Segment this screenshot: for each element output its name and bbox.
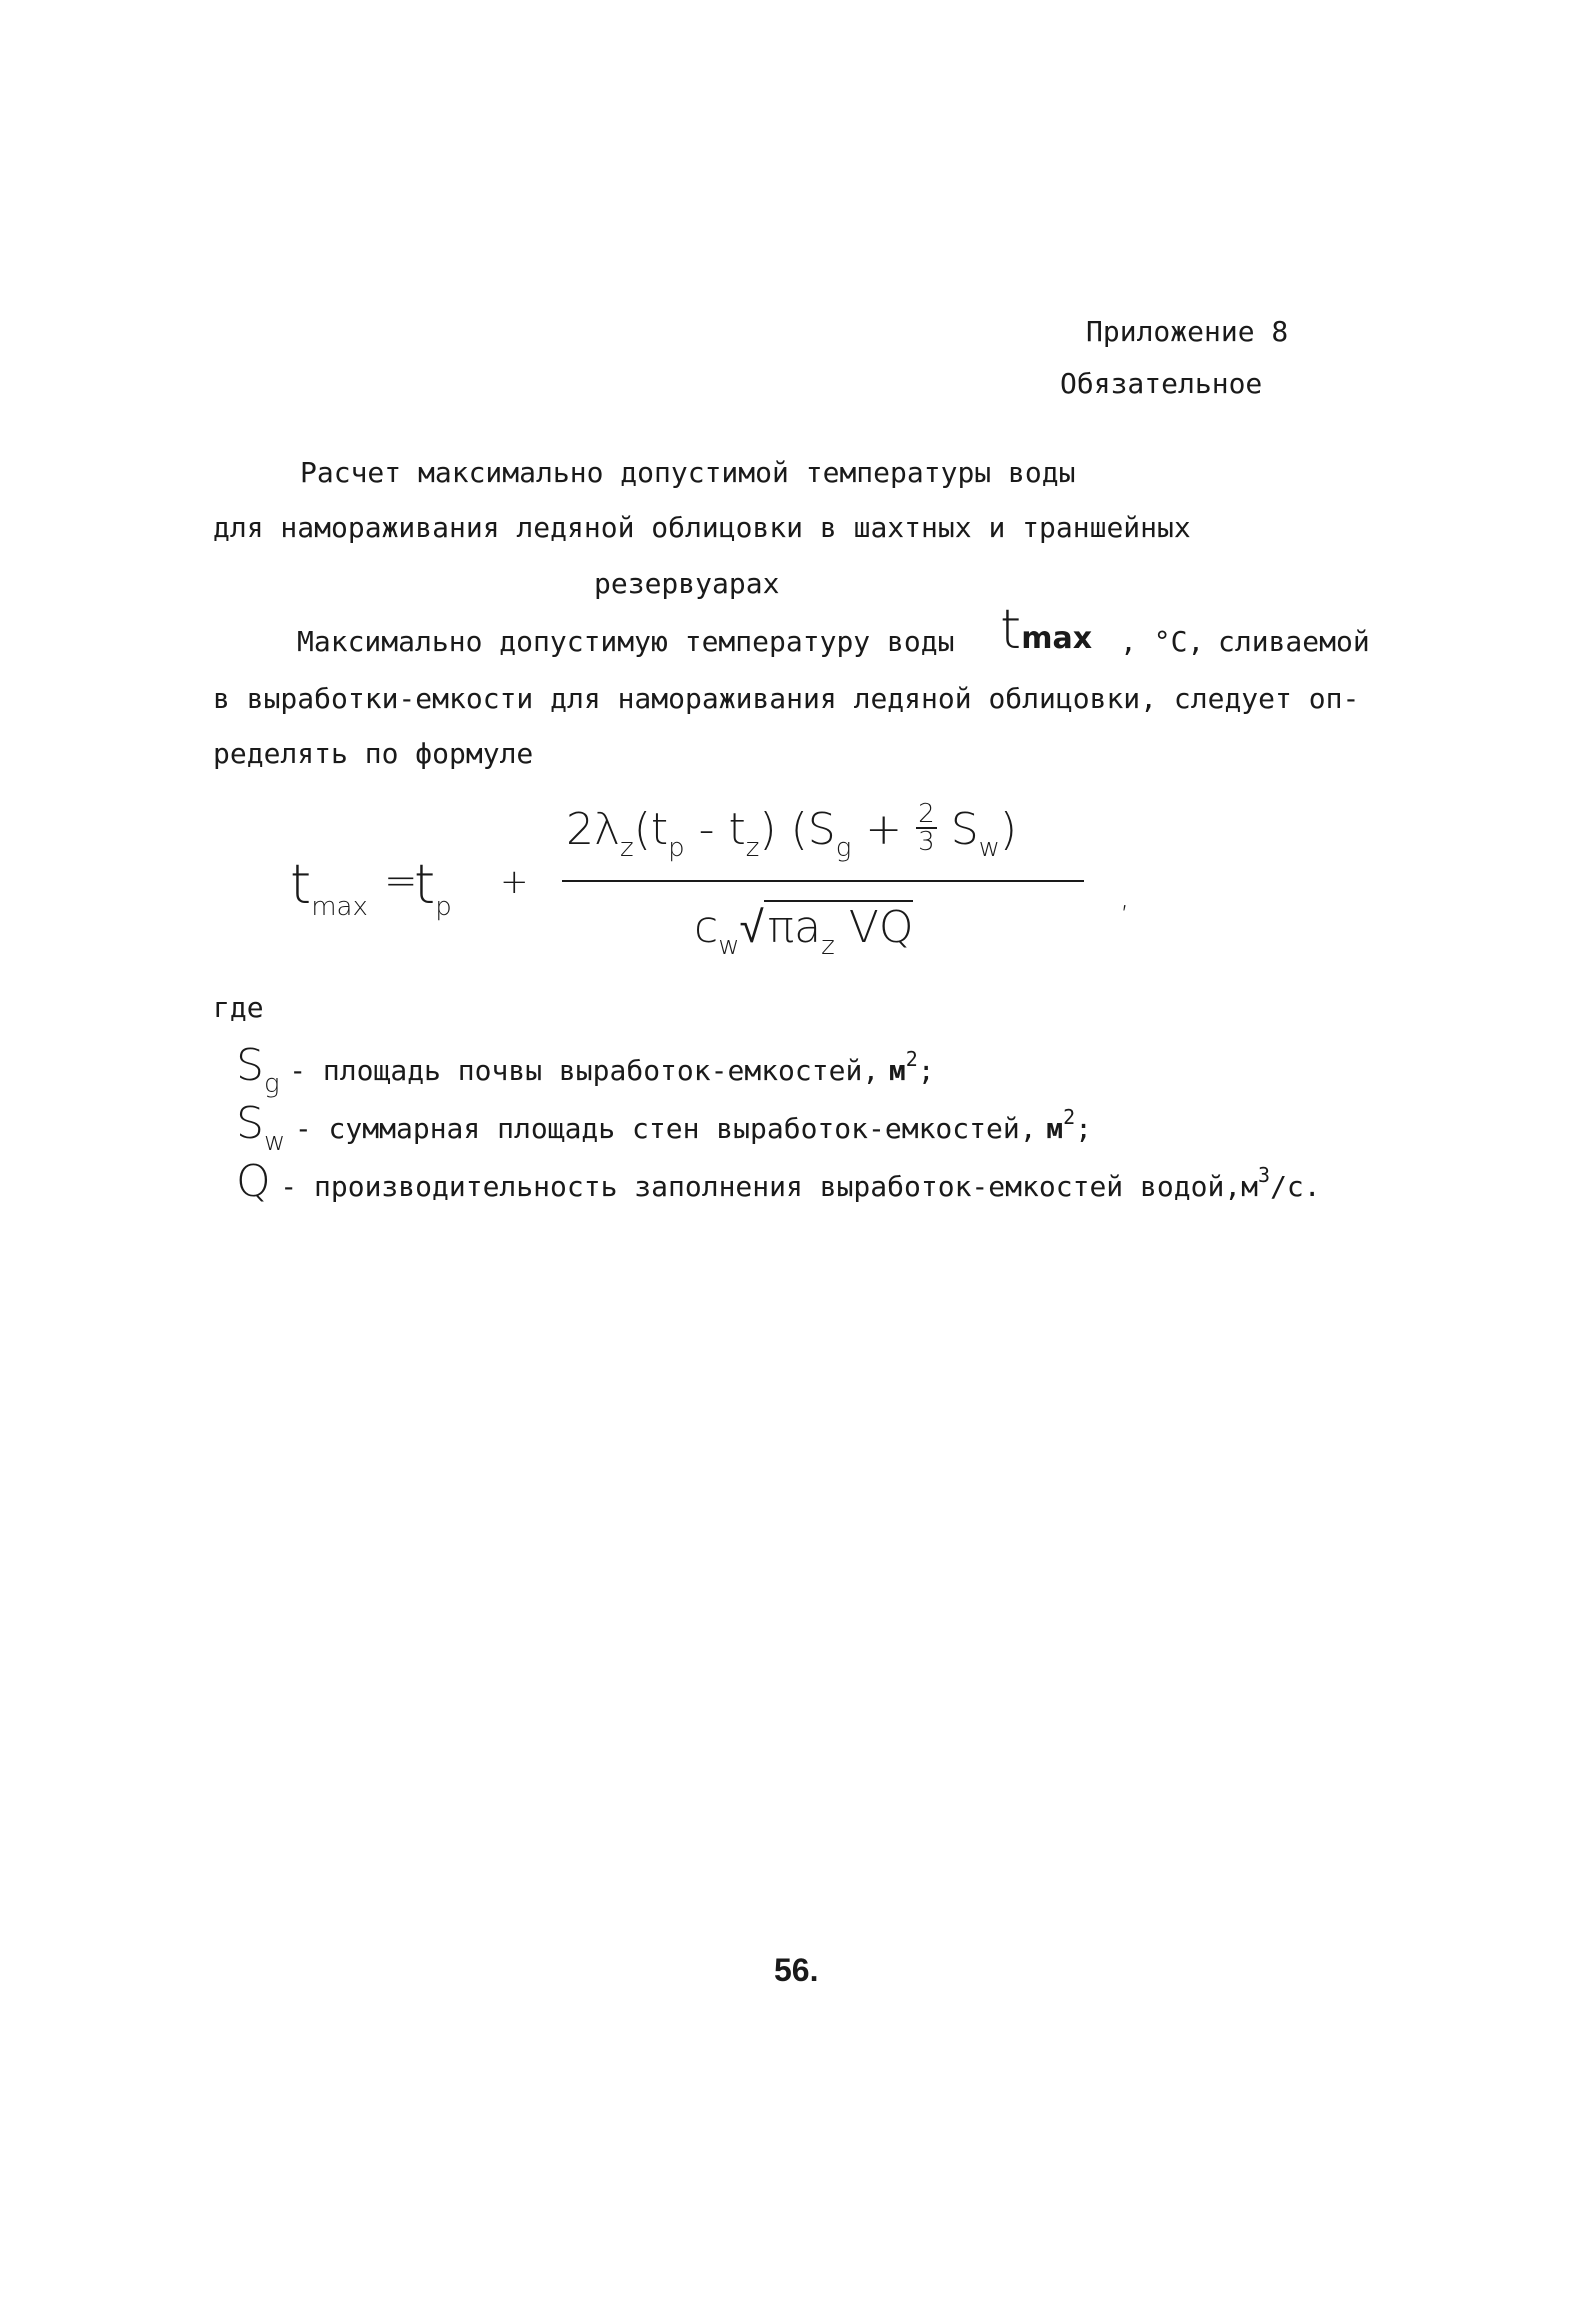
formula-plus: + bbox=[500, 862, 529, 902]
def-q-symbol: Q bbox=[236, 1156, 271, 1207]
den-radicand bbox=[764, 900, 914, 961]
definition-item-sg bbox=[236, 1040, 935, 1099]
formula-denominator bbox=[694, 898, 913, 964]
num-lead-sub: z bbox=[620, 833, 634, 863]
formula-numerator bbox=[566, 800, 1017, 866]
formula-comma: , bbox=[1120, 880, 1130, 915]
def-q-exp: 3 bbox=[1258, 1163, 1271, 1187]
def-q-end: /с. bbox=[1270, 1170, 1321, 1203]
def-sg-sub: g bbox=[263, 1069, 280, 1099]
num-s-close: ) bbox=[999, 804, 1018, 855]
num-s-open: (S bbox=[790, 804, 836, 855]
paragraph-line-2: в выработки-емкости для намораживания ледяной облицовки, следует оп- bbox=[213, 682, 1360, 715]
den-c-sub: w bbox=[718, 931, 740, 961]
den-c: c bbox=[694, 902, 719, 953]
paragraph-line-1-unit: , °C, bbox=[1120, 625, 1205, 658]
definition-item-sw bbox=[236, 1098, 1092, 1157]
num-frac-bottom: 3 bbox=[918, 827, 935, 857]
formula-lhs-sub: max bbox=[311, 892, 368, 922]
def-q-text: - производительность заполнения выработок-емкостей водой, bbox=[280, 1170, 1242, 1203]
def-sw-end: ; bbox=[1075, 1112, 1092, 1145]
formula-fraction-bar bbox=[562, 880, 1084, 882]
def-sw-text: - суммарная площадь стен выработок-емкостей, bbox=[294, 1112, 1037, 1145]
num-sw: S bbox=[950, 804, 979, 855]
paragraph-line-1-prefix: Максимально допустимую температуру воды bbox=[297, 625, 955, 658]
where-label: где bbox=[213, 991, 264, 1024]
paragraph-line-3: ределять по формуле bbox=[213, 737, 534, 770]
formula-tp-sub: р bbox=[435, 892, 452, 922]
formula-lhs-t: t bbox=[290, 853, 312, 916]
def-sw-sub: w bbox=[263, 1127, 286, 1157]
num-sg-sub: g bbox=[835, 833, 852, 863]
heading-line-2: для намораживания ледяной облицовки в шахтных и траншейных bbox=[213, 511, 1191, 544]
den-a-sub: z bbox=[821, 931, 835, 961]
def-sg-unit: м bbox=[888, 1054, 906, 1087]
formula-lhs bbox=[290, 853, 368, 922]
def-sw-unit: м bbox=[1046, 1112, 1064, 1145]
def-sg-symbol: S bbox=[236, 1040, 264, 1091]
den-root-icon: √ bbox=[739, 902, 764, 953]
page-number: 56. bbox=[774, 1952, 819, 1988]
num-plus: + bbox=[851, 804, 917, 855]
definition-item-q bbox=[236, 1156, 1321, 1207]
paragraph-line-1-suffix: сливаемой bbox=[1218, 625, 1370, 658]
tmax-inline-sub: max bbox=[1021, 621, 1093, 656]
num-sw-sub: w bbox=[978, 833, 1000, 863]
num-paren-close: ) bbox=[759, 804, 777, 855]
tmax-inline-t: t bbox=[1000, 598, 1022, 661]
formula-tp bbox=[414, 853, 452, 922]
num-paren-open: (t bbox=[633, 804, 669, 855]
formula-tp-t: t bbox=[414, 853, 436, 916]
num-fraction bbox=[916, 801, 937, 855]
den-vq: VQ bbox=[848, 902, 914, 953]
heading-line-3: резервуарах bbox=[594, 567, 780, 600]
num-lead: 2λ bbox=[566, 804, 621, 855]
num-minus: - t bbox=[684, 804, 746, 855]
def-sg-exp: 2 bbox=[905, 1047, 918, 1071]
num-tz-sub: z bbox=[745, 833, 760, 863]
heading-line-1: Расчет максимально допустимой температуры воды bbox=[300, 456, 1076, 489]
appendix-status: Обязательное bbox=[1060, 367, 1263, 400]
den-pi-a: πa bbox=[767, 902, 822, 953]
num-frac-top: 2 bbox=[918, 799, 935, 829]
formula-equals: = bbox=[384, 858, 418, 904]
def-q-unit: м bbox=[1241, 1170, 1259, 1203]
def-sw-symbol: S bbox=[236, 1098, 264, 1149]
appendix-title: Приложение 8 bbox=[1086, 315, 1289, 348]
def-sg-text: - площадь почвы выработок-емкостей, bbox=[289, 1054, 880, 1087]
num-tp-sub: р bbox=[668, 833, 685, 863]
def-sg-end: ; bbox=[917, 1054, 935, 1087]
tmax-inline-symbol bbox=[1000, 600, 1092, 660]
def-sw-exp: 2 bbox=[1063, 1105, 1076, 1129]
